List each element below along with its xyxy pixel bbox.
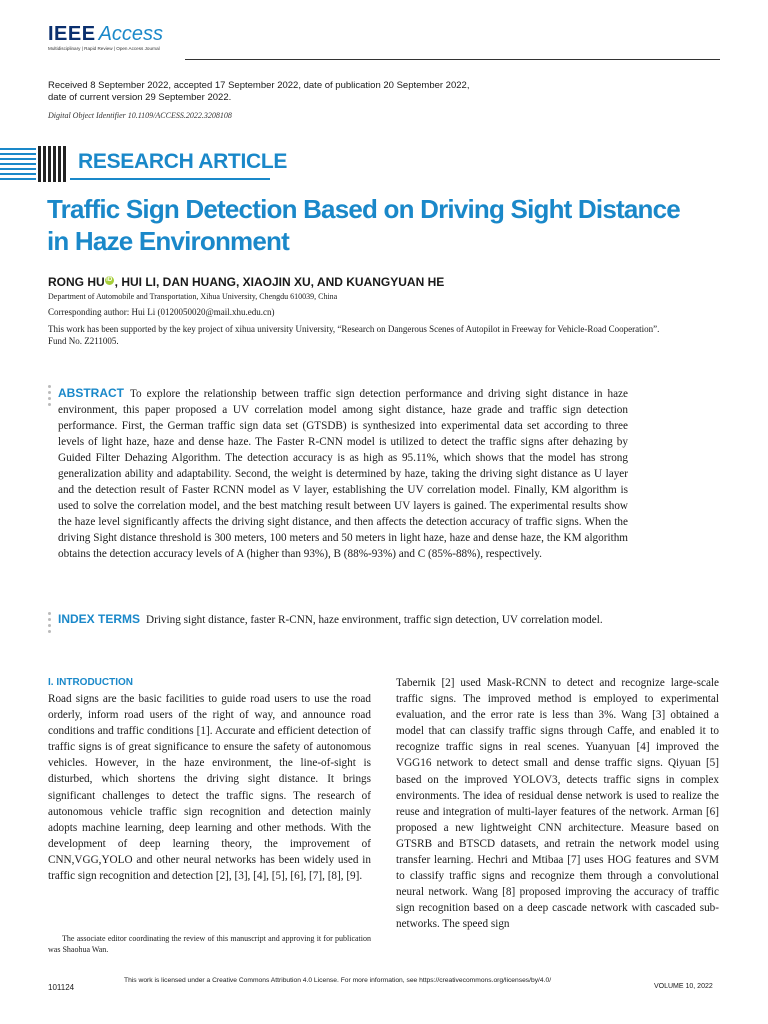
editor-footnote: The associate editor coordinating the review of this manuscript and approving it for publication was Shaohua Wan. xyxy=(48,934,371,954)
page-number: 101124 xyxy=(48,983,75,992)
section-heading-introduction: I. INTRODUCTION xyxy=(48,677,133,688)
paper-title: Traffic Sign Detection Based on Driving Sight Distance in Haze Environment xyxy=(47,194,680,256)
logo-access-text: Access xyxy=(98,23,164,45)
doi-line: Digital Object Identifier 10.1109/ACCESS.2022.3208108 xyxy=(48,111,232,120)
intro-right-column: Tabernik [2] used Mask-RCNN to detect and recognize large-scale traffic signs. The improved method is employed to experimental evaluation, and the error rate is less than 3%. Wang [3] obtained a model that can classify traffic signs through Caffe, and enabled it to recognize traffic signs in real scenes. Yuanyuan [4] improved the VGG16 network to detect small and dense traffic signs. Qiyuan [5] based on the improved YOLOV3, detects traffic signs in complex environments. The idea of residual dense network is used to realize the reuse and integration of multi-layer features of the network. Arman [6] proposed a new lightweight CNN architecture. Measure based on GTSRB and BTSCD datasets, and retrain the network model using transfer learning. Hechri and Mtibaa [7] uses HOG features and SVM to classify traffic signs and recognize them through a convolutional neural network. Wang [8] proposed improving the accuracy of traffic sign recognition based on a deep cascade network with cascaded sub-networks. The speed sign xyxy=(396,677,719,931)
other-authors: , HUI LI, DAN HUANG, XIAOJIN XU, AND KUANGYUAN HE xyxy=(114,275,445,289)
received-line-2: date of current version 29 September 2022. xyxy=(48,92,232,103)
abstract-text: To explore the relationship between traffic sign detection performance and driving sight distance in haze environment, this paper proposed a UV correlation model among sight distance, haze grade and traffic sign detection performance. First, the German traffic sign data set (GTSDB) is synthesized into experimental data set according to three levels of light haze, haze and dense haze. The Faster R-CNN model is utilized to detect the traffic signs after dehazing by Guided Filter Dehazing Algorithm. The detection accuracy is as high as 95.11%, which shows that the model has strong generalization ability and adaptability. Second, the weight is determined by haze, taking the driving sight distance as U layer and the detection result of Faster RCNN model as V layer, establishing the UV correlation model. Finally, KM algorithm is used to solve the correlation model, and the best matching result between UV layers is gained. The experimental results show the haze level significantly affects the driving sight distance, and then affects the detection accuracy of traffic signs. When the driving Sight distance threshold is 300 meters, 100 meters and 50 meters in light haze, haze and dense haze, the KM algorithm obtains the detection accuracy levels of A (higher than 93%), B (88%-93%) and C (85%-88%), respectively. xyxy=(58,388,628,560)
research-article-label: RESEARCH ARTICLE xyxy=(78,150,288,173)
index-terms-block xyxy=(58,611,628,628)
author-list xyxy=(48,275,444,289)
logo-ieee-text: IEEE xyxy=(48,23,96,45)
corresponding-author: Corresponding author: Hui Li (0120050020@mail.xhu.edu.cn) xyxy=(48,307,275,317)
abstract-label: ABSTRACT xyxy=(58,386,124,400)
banner-bars-graphic xyxy=(38,146,68,182)
ieee-access-logo xyxy=(48,24,163,44)
intro-left-column: Road signs are the basic facilities to guide road users to use the road orderly, inform road users of the right of way, and announce road conditions and traffic conditions [1]. Accurate and efficient detection of traffic signs is of great significance to ensure the safety of autonomous vehicles. However, in the haze environment, the line-of-sight is disturbed, which shortens the driving sight distance. It brings significant challenges to detect the traffic signs. The research of autonomous vehicle traffic sign recognition and detection mainly adopts machine learning, deep learning and other methods. With the development of deep learning theory, the improvement of CNN,VGG,YOLO and other neural networks has been widely used in traffic sign recognition and detection [2], [3], [4], [5], [6], [7], [8], [9]. xyxy=(48,693,371,883)
orcid-icon[interactable]: iD xyxy=(106,277,113,283)
received-line-1: Received 8 September 2022, accepted 17 September 2022, date of publication 20 September 2022, xyxy=(48,80,470,91)
index-terms-text: Driving sight distance, faster R-CNN, haze environment, traffic sign detection, UV correlation model. xyxy=(146,614,603,626)
index-terms-label: INDEX TERMS xyxy=(58,612,141,626)
abstract-dots-decoration xyxy=(48,385,51,409)
header-rule xyxy=(185,59,720,60)
banner-underline xyxy=(70,178,270,180)
journal-tagline: Multidisciplinary | Rapid Review | Open Access Journal xyxy=(48,46,160,51)
banner-stripes-graphic xyxy=(0,147,36,181)
license-notice[interactable]: This work is licensed under a Creative Commons Attribution 4.0 License. For more information, see https://creativecommons.org/licenses/by/4.0/ xyxy=(124,977,552,984)
received-dates xyxy=(48,80,528,104)
first-author: RONG HU xyxy=(48,275,105,289)
volume-label: VOLUME 10, 2022 xyxy=(654,983,713,990)
funding-statement: This work has been supported by the key project of xihua university University, “Research on Dangerous Scenes of Autopilot in Freeway for Vehicle-Road Cooperation”. Fund No. Z211005. xyxy=(48,324,660,346)
abstract-block xyxy=(58,385,628,562)
affiliation: Department of Automobile and Transportation, Xihua University, Chengdu 610039, China xyxy=(48,292,338,301)
index-terms-dots-decoration xyxy=(48,612,51,636)
